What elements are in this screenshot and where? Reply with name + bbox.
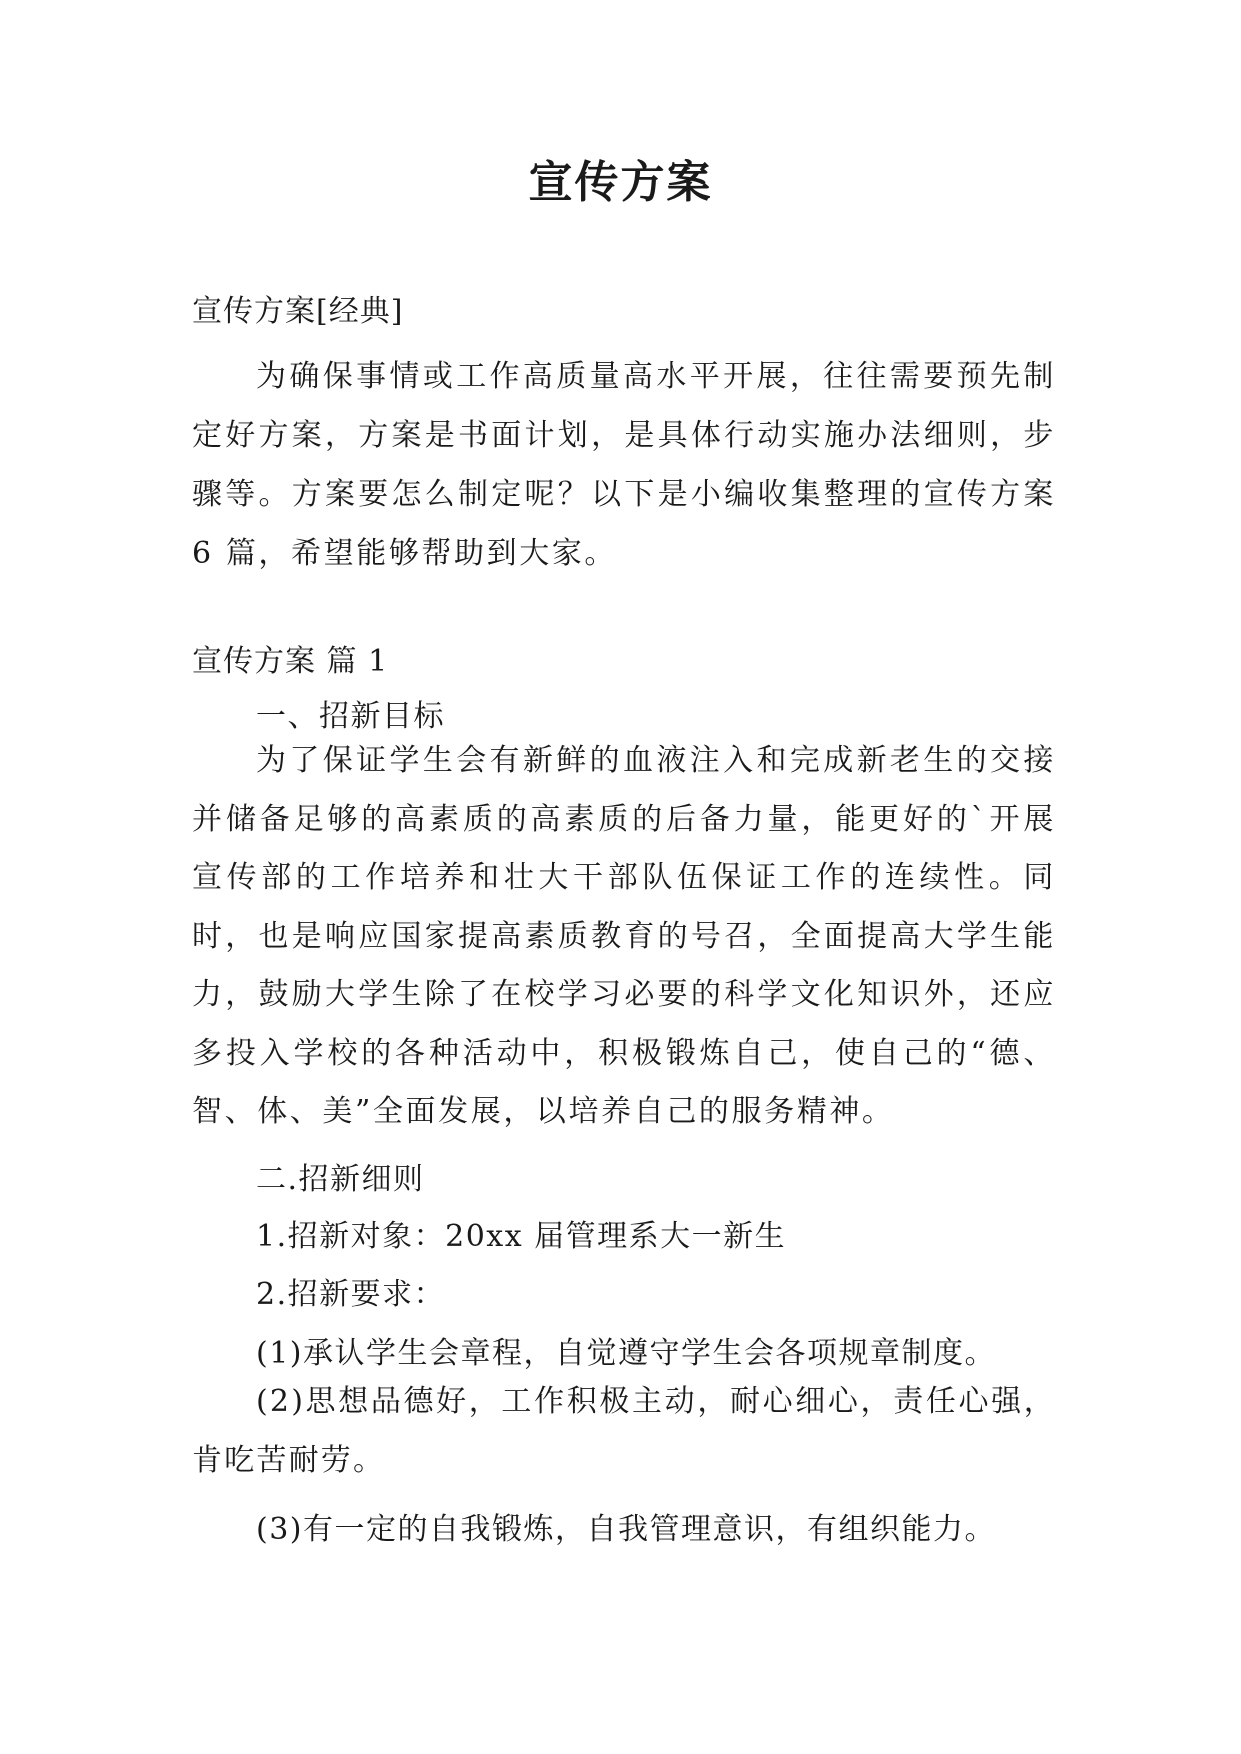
document-title: 宣传方案 [528,157,713,208]
intro-paragraph: 为确保事情或工作高质量高水平开展，往往需要预先制定好方案，方案是书面计划，是具体行动实施办法细则，步骤等。方案要怎么制定呢？以下是小编收集整理的宣传方案 6 篇，希望能够帮助到大家。 [192,359,1056,571]
rule-item-requirements: 2.招新要求： [256,1277,446,1312]
heading-recruitment-goal: 一、招新目标 [256,699,445,734]
section-heading: 宣传方案 篇 1 [192,644,389,679]
heading-recruitment-rules: 二.招新细则 [256,1162,425,1197]
requirement-2: (2)思想品德好，工作积极主动，耐心细心，责任心强，肯吃苦耐劳。 [192,1384,1056,1478]
requirement-3: (3)有一定的自我锻炼，自我管理意识，有组织能力。 [256,1512,996,1547]
goal-paragraph: 为了保证学生会有新鲜的血液注入和完成新老生的交接并储备足够的高素质的高素质的后备力量，能更好的`开展宣传部的工作培养和壮大干部队伍保证工作的连续性。同时，也是响应国家提高素质教育的号召，全面提高大学生能力，鼓励大学生除了在校学习必要的科学文化知识外，还应多投入学校的各种活动中，积极锻炼自己，使自己的“德、智、体、美”全面发展，以培养自己的服务精神。 [192,743,1056,1129]
requirement-1: (1)承认学生会章程，自觉遵守学生会各项规章制度。 [256,1336,996,1371]
document-subtitle: 宣传方案[经典] [192,294,404,329]
rule-item-target: 1.招新对象：20xx 届管理系大一新生 [256,1219,787,1254]
